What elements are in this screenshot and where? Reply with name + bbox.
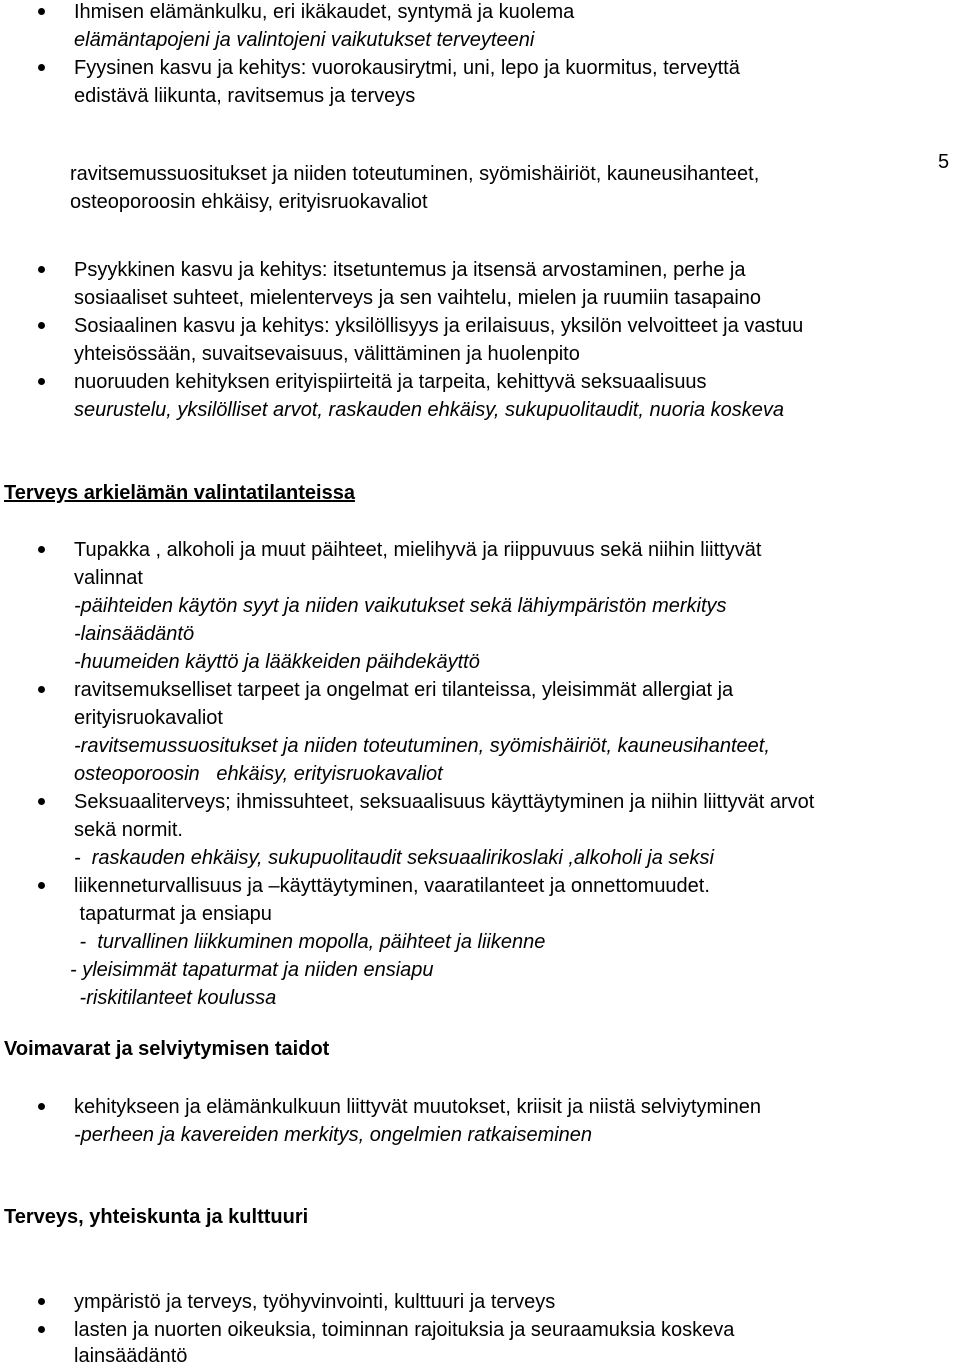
list-item-subtext: - turvallinen liikkuminen mopolla, päihteet ja liikenne — [74, 931, 546, 953]
list-item-text: lasten ja nuorten oikeuksia, toiminnan rajoituksia ja seuraamuksia koskeva — [74, 1319, 735, 1341]
list-item-text: sekä normit. — [74, 819, 183, 841]
paragraph-line: osteoporoosin ehkäisy, erityisruokavaliot — [70, 191, 428, 213]
section-heading: Terveys, yhteiskunta ja kulttuuri — [4, 1206, 309, 1228]
section-heading: Voimavarat ja selviytymisen taidot — [4, 1038, 330, 1060]
list-item-text: Seksuaaliterveys; ihmissuhteet, seksuaalisuus käyttäytyminen ja niihin liittyvät arvot — [74, 791, 815, 813]
list-item-subtext: -päihteiden käytön syyt ja niiden vaikutukset sekä lähiympäristön merkitys — [74, 595, 727, 617]
list-item-subtext: seurustelu, yksilölliset arvot, raskauden ehkäisy, sukupuolitaudit, nuoria koskeva — [74, 399, 784, 421]
bullet-icon — [38, 8, 45, 15]
list-item-text: liikenneturvallisuus ja –käyttäytyminen, vaaratilanteet ja onnettomuudet. — [74, 875, 710, 897]
list-item-text: lainsäädäntö — [74, 1345, 188, 1367]
bullet-icon — [38, 64, 45, 71]
list-item-text: tapaturmat ja ensiapu — [74, 903, 272, 925]
bullet-icon — [38, 1326, 45, 1333]
list-item-text: edistävä liikunta, ravitsemus ja terveys — [74, 85, 416, 107]
list-item-subtext: -lainsäädäntö — [74, 623, 195, 645]
list-item-subtext: - raskauden ehkäisy, sukupuolitaudit seksuaalirikoslaki ,alkoholi ja seksi — [74, 847, 714, 869]
list-item-text: Sosiaalinen kasvu ja kehitys: yksilöllisyys ja erilaisuus, yksilön velvoitteet ja vastuu — [74, 315, 804, 337]
list-item-text: ympäristö ja terveys, työhyvinvointi, kulttuuri ja terveys — [74, 1291, 556, 1313]
list-item-text: Ihmisen elämänkulku, eri ikäkaudet, syntymä ja kuolema — [74, 1, 575, 23]
bullet-icon — [38, 378, 45, 385]
list-item-text: sosiaaliset suhteet, mielenterveys ja sen vaihtelu, mielen ja ruumiin tasapaino — [74, 287, 762, 309]
list-item-text: erityisruokavaliot — [74, 707, 223, 729]
list-item-text: yhteisössään, suvaitsevaisuus, välittäminen ja huolenpito — [74, 343, 580, 365]
bullet-icon — [38, 266, 45, 273]
page-number: 5 — [938, 151, 950, 173]
paragraph-line: ravitsemussuositukset ja niiden toteutuminen, syömishäiriöt, kauneusihanteet, — [70, 163, 760, 185]
list-item-text: ravitsemukselliset tarpeet ja ongelmat eri tilanteissa, yleisimmät allergiat ja — [74, 679, 734, 701]
bullet-icon — [38, 882, 45, 889]
section-heading: Terveys arkielämän valintatilanteissa — [4, 482, 355, 504]
list-item-text: kehitykseen ja elämänkulkuun liittyvät muutokset, kriisit ja niistä selviytyminen — [74, 1096, 761, 1118]
list-item-text: valinnat — [74, 567, 143, 589]
bullet-icon — [38, 322, 45, 329]
list-item-text: Fyysinen kasvu ja kehitys: vuorokausirytmi, uni, lepo ja kuormitus, terveyttä — [74, 57, 740, 79]
bullet-icon — [38, 686, 45, 693]
list-item-subtext: -perheen ja kavereiden merkitys, ongelmien ratkaiseminen — [74, 1124, 593, 1146]
list-item-subtext: -riskitilanteet koulussa — [74, 987, 277, 1009]
bullet-icon — [38, 1298, 45, 1305]
list-item-subtext: osteoporoosin ehkäisy, erityisruokavaliot — [74, 763, 443, 785]
bullet-icon — [38, 798, 45, 805]
list-item-subtext: -ravitsemussuositukset ja niiden toteutuminen, syömishäiriöt, kauneusihanteet, — [74, 735, 770, 757]
bullet-icon — [38, 1103, 45, 1110]
list-item-text: nuoruuden kehityksen erityispiirteitä ja tarpeita, kehittyvä seksuaalisuus — [74, 371, 707, 393]
list-item-subtext: elämäntapojeni ja valintojeni vaikutukset terveyteeni — [74, 29, 535, 51]
bullet-icon — [38, 546, 45, 553]
list-item-subtext: - yleisimmät tapaturmat ja niiden ensiapu — [70, 959, 434, 981]
list-item-text: Psyykkinen kasvu ja kehitys: itsetuntemus ja itsensä arvostaminen, perhe ja — [74, 259, 746, 281]
list-item-subtext: -huumeiden käyttö ja lääkkeiden päihdekäyttö — [74, 651, 480, 673]
list-item-text: Tupakka , alkoholi ja muut päihteet, mielihyvä ja riippuvuus sekä niihin liittyvät — [74, 539, 762, 561]
